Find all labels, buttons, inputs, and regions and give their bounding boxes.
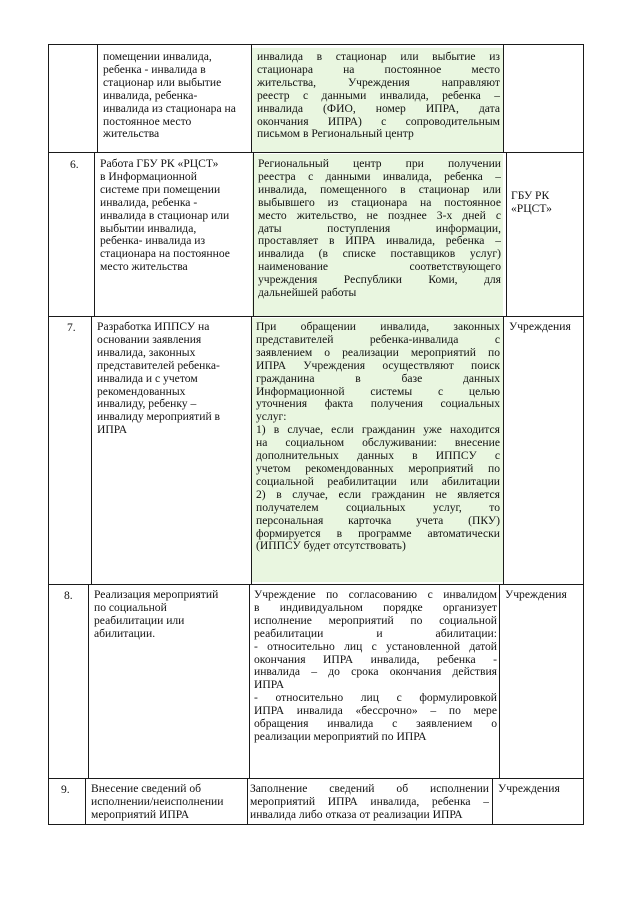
row-number: 9. [61, 783, 70, 796]
executor-cell: Учреждения [505, 588, 567, 601]
stage-cell: Работа ГБУ РК «РЦСТ» в Информационной системе при помещении инвалида, ребенка - инвалида в стационар или выбытии инвалида, ребенка- инвалида из стационара на постоянное место жительства [100, 157, 230, 274]
stage-cell: Реализация мероприятий по социальной реабилитации или абилитации. [94, 588, 219, 640]
description-cell: инвалида в стационар или выбытие из стационара на постоянное место жительства, Учреждения направляют реестр с данными инвалида, ребенка – инвалида (ФИО, номер ИПРА, дата окончания ИПРА) с сопроводительным письмом в Региональный центр [257, 51, 500, 141]
stage-cell: помещении инвалида, ребенка - инвалида в стационар или выбытие инвалида, ребенка- инвалида из стационара на постоянное место жительства [103, 50, 236, 141]
description-cell: Учреждение по согласованию с инвалидом в индивидуальном порядке организует исполнение мероприятий по социальной реабилитации и абилитации: - относительно лиц с установленной датой окончания ИПРА инвалида, ребенка - инвалида – до срока окончания действия ИПРА - относительно лиц с формулировкой ИПРА инвалида «бессрочно» – по мере обращения инвалида с заявлением о реализации мероприятий по ИПРА [254, 589, 497, 743]
stage-cell: Разработка ИППСУ на основании заявления инвалида, законных представителей ребенка- инвалида и с учетом рекомендованных инвалиду, ребенку – инвалиду мероприятий в ИПРА [97, 320, 221, 437]
executor-cell: Учреждения [509, 320, 571, 333]
description-cell: Заполнение сведений об исполнении мероприятий ИПРА инвалида, ребенка – инвалида либо отказа от реализации ИПРА [250, 783, 489, 821]
stage-cell: Внесение сведений об исполнении/неисполнении мероприятий ИПРА [91, 782, 224, 821]
row-number: 8. [64, 589, 73, 602]
description-cell: Региональный центр при получении реестра с данными инвалида, ребенка – инвалида, помещенного в стационар или выбывшего из стационара на постоянное место жительство, не позднее 3-х дней с даты поступления информации, проставляет в ИПРА инвалида, ребенка – инвалида (в списке поставщиков услуг) наименование соответствующего учреждения Республики Коми, для дальнейшей работы [258, 158, 501, 300]
row-number: 6. [70, 158, 79, 171]
row-number: 7. [67, 321, 76, 334]
executor-cell: Учреждения [498, 782, 560, 795]
description-cell: При обращении инвалида, законных представителей ребенка-инвалида с заявлением о реализации мероприятий по ИПРА Учреждения осуществляют поиск гражданина в базе данных Информационной системы с целью уточнения факта получения социальных услуг: 1) в случае, если гражданин уже находится на социальном обслуживании: внесение дополнительных данных в ИППСУ с учетом рекомендованных мероприятий по социальной реабилитации или абилитации 2) в случае, если гражданин не является получателем социальных услуг, то персональная карточка учета (ПКУ) формируется в программе автоматически (ИППСУ будет отсутствовать) [256, 321, 500, 553]
executor-cell: ГБУ РК «РЦСТ» [511, 189, 552, 215]
